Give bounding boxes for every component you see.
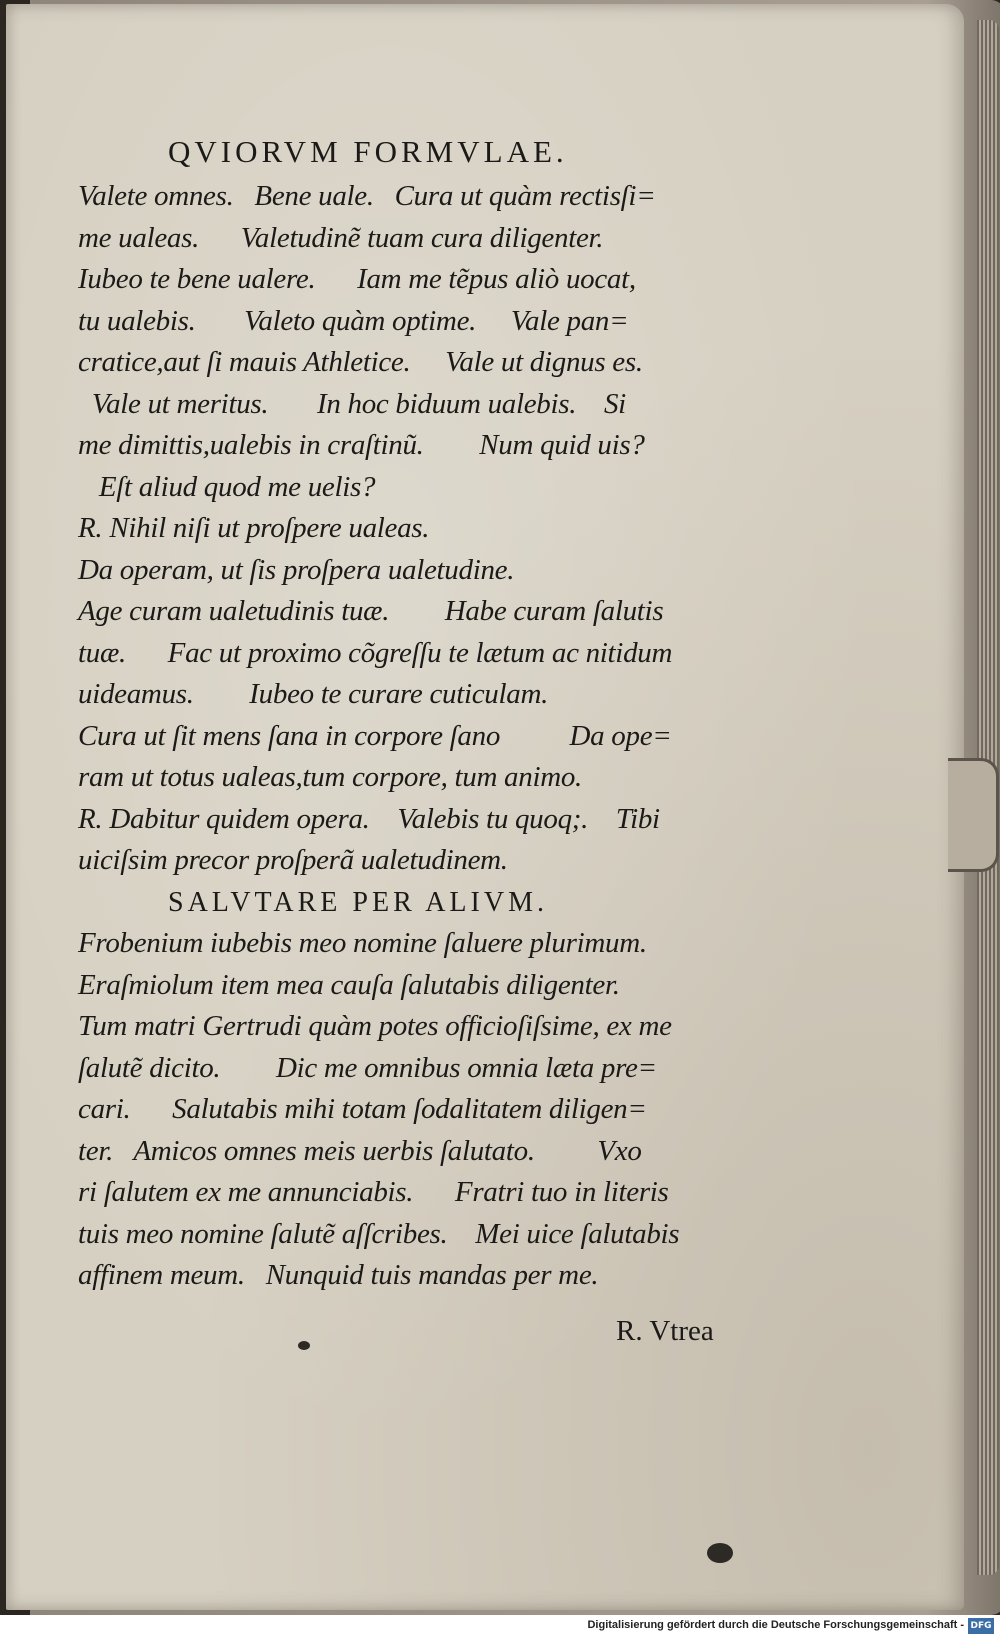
text-line: uideamus. Iubeo te curare cuticulam.	[78, 678, 549, 710]
text-line: R. Dabitur quidem opera. Valebis tu quoq;. Tibi	[78, 802, 660, 835]
text-line: Iubeo te bene ualere. Iam me tẽpus aliò uocat,	[78, 263, 636, 295]
section-heading: SALVTARE PER ALIVM.	[168, 886, 548, 918]
text-line: Age curam ualetudinis tuæ. Habe curam ſalutis	[78, 595, 664, 627]
text-line: Frobenium iubebis meo nomine ſaluere plurimum.	[78, 927, 647, 959]
text-line: ram ut totus ualeas,tum corpore, tum animo.	[78, 761, 582, 793]
text-line: Eraſmiolum item mea cauſa ſalutabis diligenter.	[78, 968, 620, 1001]
ink-spot	[298, 1341, 310, 1350]
text-line: tu ualebis. Valeto quàm optime. Vale pan=	[78, 304, 629, 337]
text-line: affinem meum. Nunquid tuis mandas per me.	[78, 1259, 599, 1291]
page-tab-marker	[948, 758, 999, 872]
text-line: ter. Amicos omnes meis uerbis ſalutato. Vxo	[78, 1134, 642, 1167]
text-line: tuæ. Fac ut proximo cõgreſſu te lætum ac nitidum	[78, 636, 673, 669]
text-line: Cura ut ſit mens ſana in corpore ſano Da ope=	[78, 719, 672, 752]
text-line: Valete omnes. Bene uale. Cura ut quàm rectisſi=	[78, 180, 656, 212]
text-line: tuis meo nomine ſalutẽ aſſcribes. Mei uice ſalutabis	[78, 1217, 680, 1250]
text-line: uiciſsim precor proſperã ualetudinem.	[78, 844, 508, 876]
text-line: me dimittis,ualebis in craſtinũ. Num quid uis?	[78, 429, 645, 461]
text-line: ſalutẽ dicito. Dic me omnibus omnia læta pre=	[78, 1051, 657, 1084]
text-line: R. Nihil niſi ut proſpere ualeas.	[78, 512, 430, 544]
text-line: Eſt aliud quod me uelis?	[78, 470, 376, 503]
catchword: R. Vtrea	[616, 1315, 714, 1347]
footer-credit: Digitalisierung gefördert durch die Deutsche Forschungsgemeinschaft -	[587, 1619, 964, 1631]
running-head: QVIORVM FORMVLAE.	[168, 134, 568, 169]
text-line: Da operam, ut ſis proſpera ualetudine.	[78, 553, 515, 586]
dfg-logo-icon: DFG	[968, 1618, 994, 1634]
text-line: cratice,aut ſi mauis Athletice. Vale ut dignus es.	[78, 346, 643, 378]
text-line: Vale ut meritus. In hoc biduum ualebis. Si	[78, 387, 626, 420]
text-line: ri ſalutem ex me annunciabis. Fratri tuo in literis	[78, 1176, 669, 1208]
ink-stain	[707, 1543, 733, 1563]
text-lines-b	[78, 923, 768, 1297]
text-line: cari. Salutabis mihi totam ſodalitatem diligen=	[78, 1093, 647, 1125]
text-lines-a	[78, 176, 768, 882]
text-line: me ualeas. Valetudinẽ tuam cura diligenter.	[78, 221, 604, 254]
text-line: Tum matri Gertrudi quàm potes officioſiſsime, ex me	[78, 1010, 672, 1042]
page-text	[78, 128, 768, 1297]
